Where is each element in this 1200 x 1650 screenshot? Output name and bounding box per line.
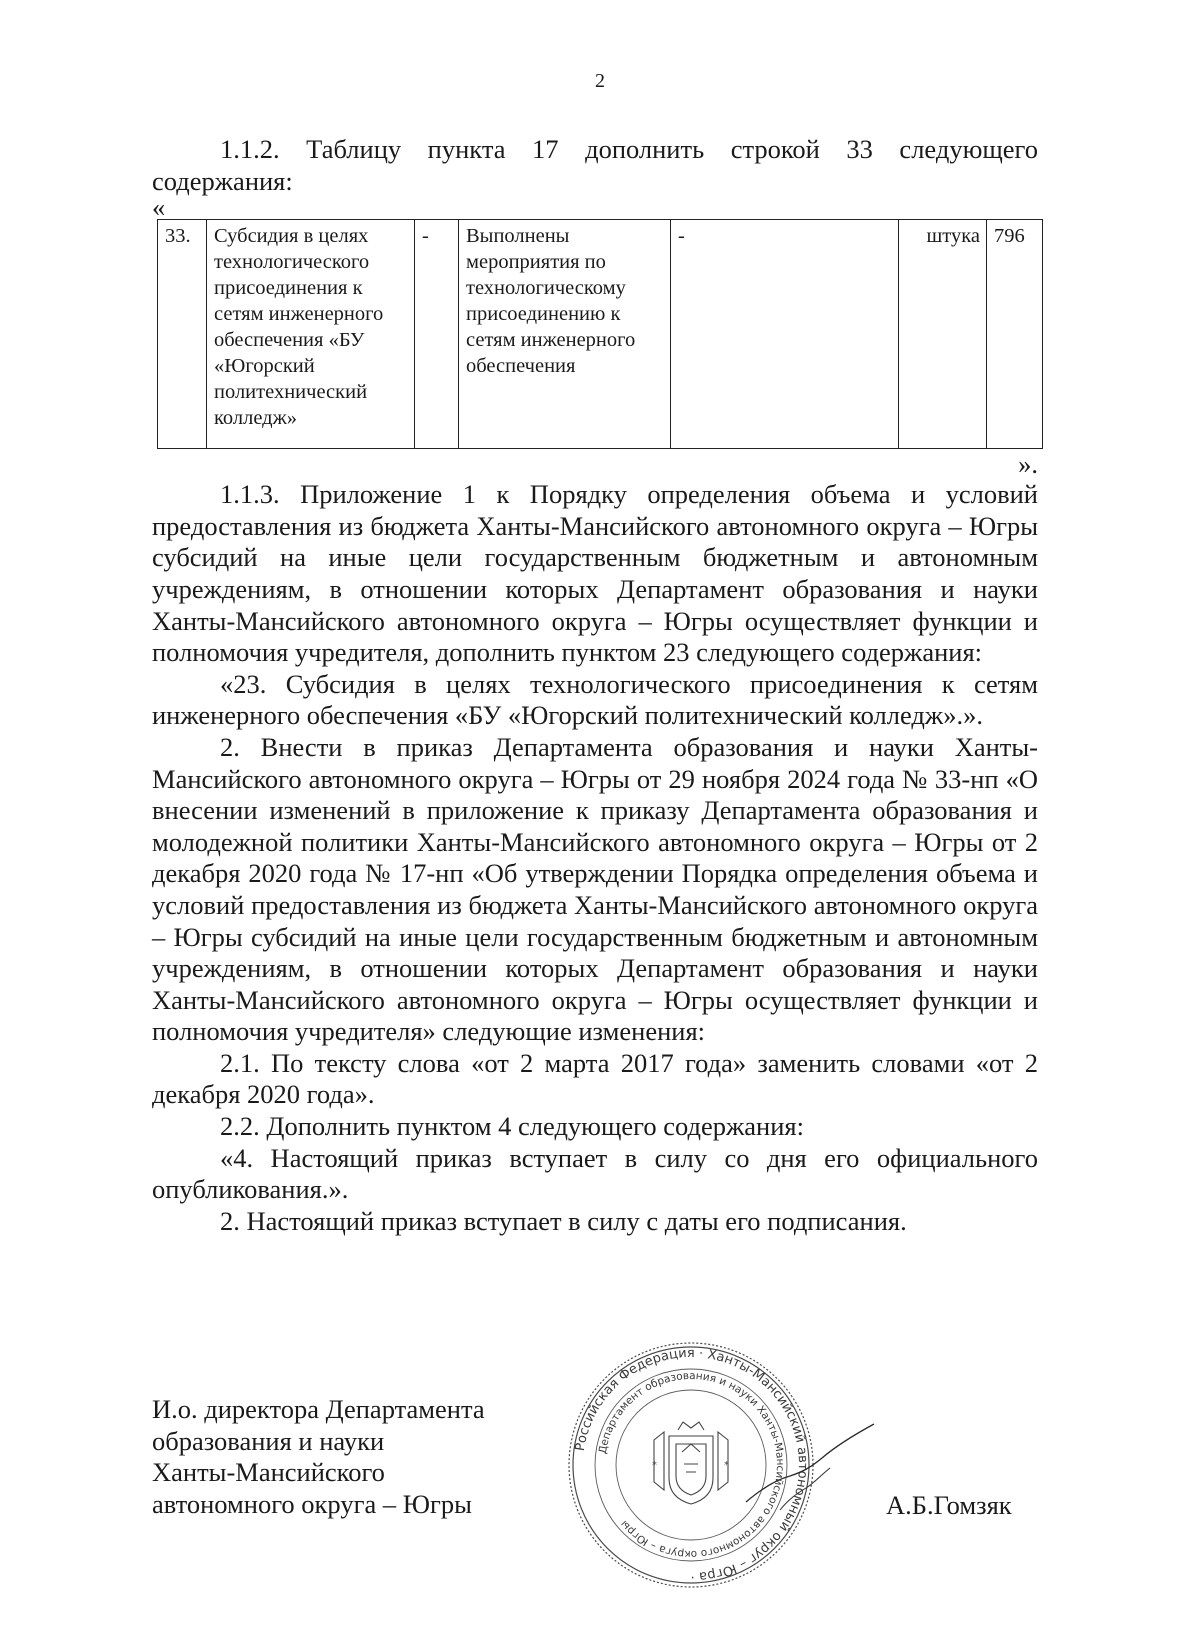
paragraph-4: «4. Настоящий приказ вступает в силу со дня его официального опубликования.».	[152, 1142, 1038, 1205]
paragraph-1-1-2: 1.1.2. Таблицу пункта 17 дополнить строкой 33 следующего содержания:	[152, 134, 1038, 196]
handwritten-signature	[740, 1410, 880, 1530]
svg-text:*: *	[724, 1460, 729, 1471]
cell-subsidy-name: Субсидия в целях технологического присоединения к сетям инженерного обеспечения «БУ «Югорский политехнический колледж»	[207, 220, 415, 449]
coat-of-arms-icon	[654, 1422, 728, 1504]
cell-result: Выполнены мероприятия по технологическому присоединению к сетям инженерного обеспечения	[459, 220, 671, 449]
cell-number: 33.	[158, 220, 207, 449]
stamp-inner-text: Департамент образования и науки Ханты-Мансийского автономного округа – Югры	[596, 1369, 787, 1561]
document-body	[152, 134, 1038, 1237]
page-number: 2	[595, 70, 605, 92]
cell-col3: -	[415, 220, 459, 449]
signatory-line: образования и науки	[152, 1425, 385, 1456]
paragraph-23: «23. Субсидия в целях технологического присоединения к сетям инженерного обеспечения «БУ «Югорский политехнический колледж».».	[152, 668, 1038, 731]
stamp-outer-text: Российская Федерация · Ханты-Мансийский автономный округ – Югра ·	[572, 1345, 811, 1585]
cell-unit: штука	[899, 220, 987, 449]
cell-value: 796	[987, 220, 1043, 449]
signatory-line: Ханты-Мансийского	[152, 1457, 385, 1488]
signatory-line: И.о. директора Департамента	[152, 1394, 485, 1424]
paragraph-2: 2. Внести в приказ Департамента образования и науки Ханты-Мансийского автономного округа – Югры от 29 ноября 2024 года № 33-нп «О внесении изменений в приложение к приказу Департамента образования и молодежной политики Ханты-Мансийского автономного округа – Югры от 2 декабря 2020 года № 17-нп «Об утверждении Порядка определения объема и условий предоставления из бюджета Ханты-Мансийского автономного округа – Югры субсидий на иные цели государственным бюджетным и автономным учреждениям, в отношении которых Департамент образования и науки Ханты-Мансийского автономного округа – Югры осуществляет функции и полномочия учредителя» следующие изменения:	[152, 731, 1038, 1047]
signatory-line: автономного округа – Югры	[152, 1488, 472, 1519]
paragraph-1-1-3: 1.1.3. Приложение 1 к Порядку определения объема и условий предоставления из бюджета Ханты-Мансийского автономного округа – Югры субсидий на иные цели государственным бюджетным и автономным учреждениям, в отношении которых Департамент образования и науки Ханты-Мансийского автономного округа – Югры осуществляет функции и полномочия учредителя, дополнить пунктом 23 следующего содержания:	[152, 479, 1038, 668]
signatory-title	[152, 1394, 552, 1520]
paragraph-final: 2. Настоящий приказ вступает в силу с даты его подписания.	[220, 1205, 907, 1236]
table-close-quote: ».	[1018, 449, 1038, 480]
table-row	[158, 220, 1043, 449]
signatory-name: А.Б.Гомзяк	[886, 1490, 1012, 1520]
paragraph-2-2: 2.2. Дополнить пунктом 4 следующего содержания:	[220, 1111, 804, 1142]
amendment-table	[157, 219, 1043, 449]
svg-text:*: *	[652, 1460, 657, 1471]
paragraph-2-1: 2.1. По тексту слова «от 2 марта 2017 года» заменить словами «от 2 декабря 2020 года».	[152, 1047, 1038, 1110]
cell-col5: -	[671, 220, 899, 449]
table-open-quote: «	[152, 192, 166, 223]
